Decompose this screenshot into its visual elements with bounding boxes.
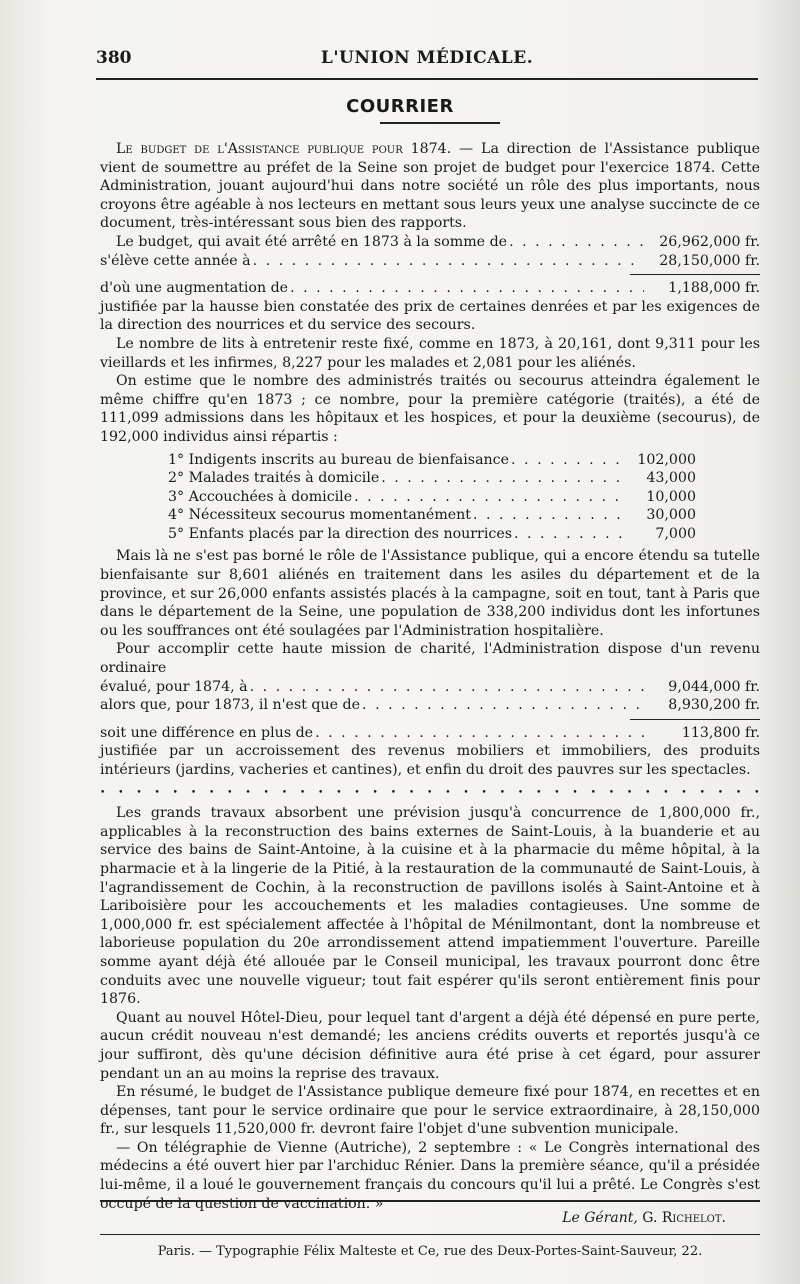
list-item-label: 1° Indigents inscrits au bureau de bienfaisance xyxy=(168,451,510,468)
list-item-value: 10,000 xyxy=(646,488,696,505)
section-title: COURRIER xyxy=(346,96,454,117)
budget-row-value: 26,962,000 fr. xyxy=(659,233,760,250)
budget-row-label: d'où une augmentation de xyxy=(100,280,289,297)
paragraph: En résumé, le budget de l'Assistance publique demeure fixé pour 1874, en recettes et en dépenses, tant pour le service ordinaire que pour le service extraordinaire, à 28,150,000 fr., sur lesquels 11,520,000 fr. devront faire l'objet d'une subvention municipale. xyxy=(100,1084,760,1138)
list-item-label: 5° Enfants placés par la direction des nourrices xyxy=(168,525,512,542)
leader-dots xyxy=(362,696,644,715)
signature-rule xyxy=(100,1200,760,1202)
paragraph: On estime que le nombre des administrés traités ou secourus atteindra également le même chiffre qu'en 1873 ; ce nombre, pour la première catégorie (traités), a été de 111,099 admissions dans les hôpitaux et les hospices, et pour la deuxième (secourus), de 192,000 individus ainsi répartis : xyxy=(100,373,760,445)
list-item xyxy=(100,469,760,488)
budget-row-label: s'élève cette année à xyxy=(100,252,251,269)
list-item-value: 7,000 xyxy=(655,525,696,542)
list-item xyxy=(100,451,760,470)
sum-rule xyxy=(630,719,760,720)
revenue-difference-row xyxy=(100,724,760,743)
revenue-row-value: 9,044,000 fr. xyxy=(668,678,760,695)
budget-row-value: 1,188,000 fr. xyxy=(668,280,760,297)
paragraph: Quant au nouvel Hôtel-Dieu, pour lequel tant d'argent a déjà été dépensé en pure perte, aucun crédit nouveau n'est demandé; les anciens crédits ouverts et reportés jusqu'à ce jour suffiront, dès qu'une décision définitive aura été prise à cet égard, pour assurer pendant un an au moins la reprise des travaux. xyxy=(100,1009,760,1082)
sum-rule xyxy=(630,274,760,275)
leader-dots xyxy=(509,233,644,252)
signature-name: G. Richelot. xyxy=(642,1210,726,1226)
revenue-row-value: 8,930,200 fr. xyxy=(668,697,760,714)
list-item xyxy=(100,525,760,544)
list-item-value: 30,000 xyxy=(646,507,696,524)
paragraph: — On télégraphie de Vienne (Autriche), 2 septembre : « Le Congrès international des médecins a été ouvert hier par l'archiduc Rénier. Dans la première séance, qu'il a présidée lui-même, il a loué le gouvernement français du concours qu'il lui a prêté. Le Congrès s'est occupé de la question de vaccination. » xyxy=(100,1139,760,1212)
running-title: L'UNION MÉDICALE. xyxy=(320,48,534,68)
list-item xyxy=(100,506,760,525)
dotted-separator xyxy=(100,782,760,803)
leader-dots xyxy=(381,469,622,488)
revenue-row-label: évalué, pour 1874, à xyxy=(100,678,248,695)
printer-imprint: Paris. — Typographie Félix Malteste et Ce, rue des Deux-Portes-Saint-Sauveur, 22. xyxy=(157,1244,703,1259)
intro-paragraph xyxy=(100,140,760,233)
paragraph: Le nombre de lits à entretenir reste fixé, comme en 1873, à 20,161, dont 9,311 pour les vieillards et les infirmes, 8,227 pour les malades et 2,081 pour les aliénés. xyxy=(100,335,760,371)
leader-dots xyxy=(354,488,622,507)
leader-dots xyxy=(315,724,644,743)
paragraph: Pour accomplir cette haute mission de charité, l'Administration dispose d'un revenu ordinaire xyxy=(100,641,760,677)
paragraph: Mais là ne s'est pas borné le rôle de l'Assistance publique, qui a encore étendu sa tutelle bienfaisante sur 8,601 aliénés en traitement dans les asiles du département et de la province, et sur 26,000 enfants assistés placés à la campagne, soit en tout, tant à Paris que dans le département de la Seine, une population de 338,200 individus dont les infortunes ou les souffrances ont été soulagées par l'Administration hospitalière. xyxy=(100,548,760,639)
list-item-label: 2° Malades traités à domicile xyxy=(168,470,380,487)
page-number: 380 xyxy=(96,48,132,68)
leader-dots xyxy=(253,252,644,271)
revenue-row-1873 xyxy=(100,696,760,715)
individuals-list xyxy=(100,451,760,544)
printer-rule xyxy=(100,1234,760,1235)
leader-dots xyxy=(250,678,644,697)
paragraph: justifiée par un accroissement des revenus mobiliers et immobiliers, des produits intérieurs (jardins, vacheries et cantines), et enfin du droit des pauvres sur les spectacles. xyxy=(100,743,760,778)
article-body xyxy=(100,140,760,1213)
revenue-row-label: alors que, pour 1873, il n'est que de xyxy=(100,697,361,714)
revenue-row-value: 113,800 fr. xyxy=(681,724,760,741)
budget-row-label: Le budget, qui avait été arrêté en 1873 à la somme de xyxy=(116,233,508,250)
page-header xyxy=(96,48,758,74)
list-item-label: 3° Accouchées à domicile xyxy=(168,488,353,505)
list-item-value: 102,000 xyxy=(637,451,696,468)
leader-dots xyxy=(290,279,644,298)
signature-role: Le Gérant, xyxy=(562,1210,638,1226)
budget-row-1874 xyxy=(100,252,760,271)
title-rule xyxy=(380,122,500,124)
list-item-value: 43,000 xyxy=(646,470,696,487)
budget-row-value: 28,150,000 fr. xyxy=(659,252,760,269)
leader-dots xyxy=(514,525,622,544)
revenue-row-label: soit une différence en plus de xyxy=(100,724,314,741)
header-rule xyxy=(96,78,758,80)
list-item-label: 4° Nécessiteux secourus momentanément xyxy=(168,507,472,524)
paragraph: Les grands travaux absorbent une prévision jusqu'à concurrence de 1,800,000 fr., applicables à la reconstruction des bains externes de Saint-Louis, à la buanderie et au service des bains de Saint-Antoine, à la cuisine et à la pharmacie du même hôpital, à la pharmacie et à la lingerie de la Pitié, à la restauration de la communauté de Saint-Louis, à l'agrandissement de Cochin, à la reconstruction de pavillons isolés à Saint-Antoine et à Lariboisière pour les accouchements et les maladies contagieuses. Une somme de 1,000,000 fr. est spécialement affectée à l'hôpital de Ménilmontant, dont la nombreuse et laborieuse population du 20e arrondissement attend impatiemment l'ouverture. Pareille somme ayant déjà été allouée par le Conseil municipal, les travaux pourront donc être conduits avec une nouvelle vigueur; tout fait espérer qu'ils seront entièrement finis pour 1876. xyxy=(100,805,760,1008)
budget-increase-row xyxy=(100,279,760,298)
intro-text: — La direction de l'Assistance publique vient de soumettre au préfet de la Seine son projet de budget pour l'exercice 1874. Cette Administration, jouant aujourd'hui dans notre société un rôle des plus importants, nous croyons être agéable à nos lecteurs en mettant sous leurs yeux une analyse succincte de ce document, très-intéressant sous bien des rapports. xyxy=(100,141,760,232)
signature xyxy=(562,1210,726,1226)
intro-heading: Le budget de l'Assistance publique pour 1874. xyxy=(116,141,452,157)
revenue-row-1874 xyxy=(100,678,760,697)
paragraph: justifiée par la hausse bien constatée des prix de certaines denrées et par les exigences de la direction des nourrices et du service des secours. xyxy=(100,298,760,334)
leader-dots xyxy=(473,506,622,525)
budget-row-1873 xyxy=(100,233,760,252)
list-item xyxy=(100,488,760,507)
leader-dots xyxy=(511,451,622,470)
